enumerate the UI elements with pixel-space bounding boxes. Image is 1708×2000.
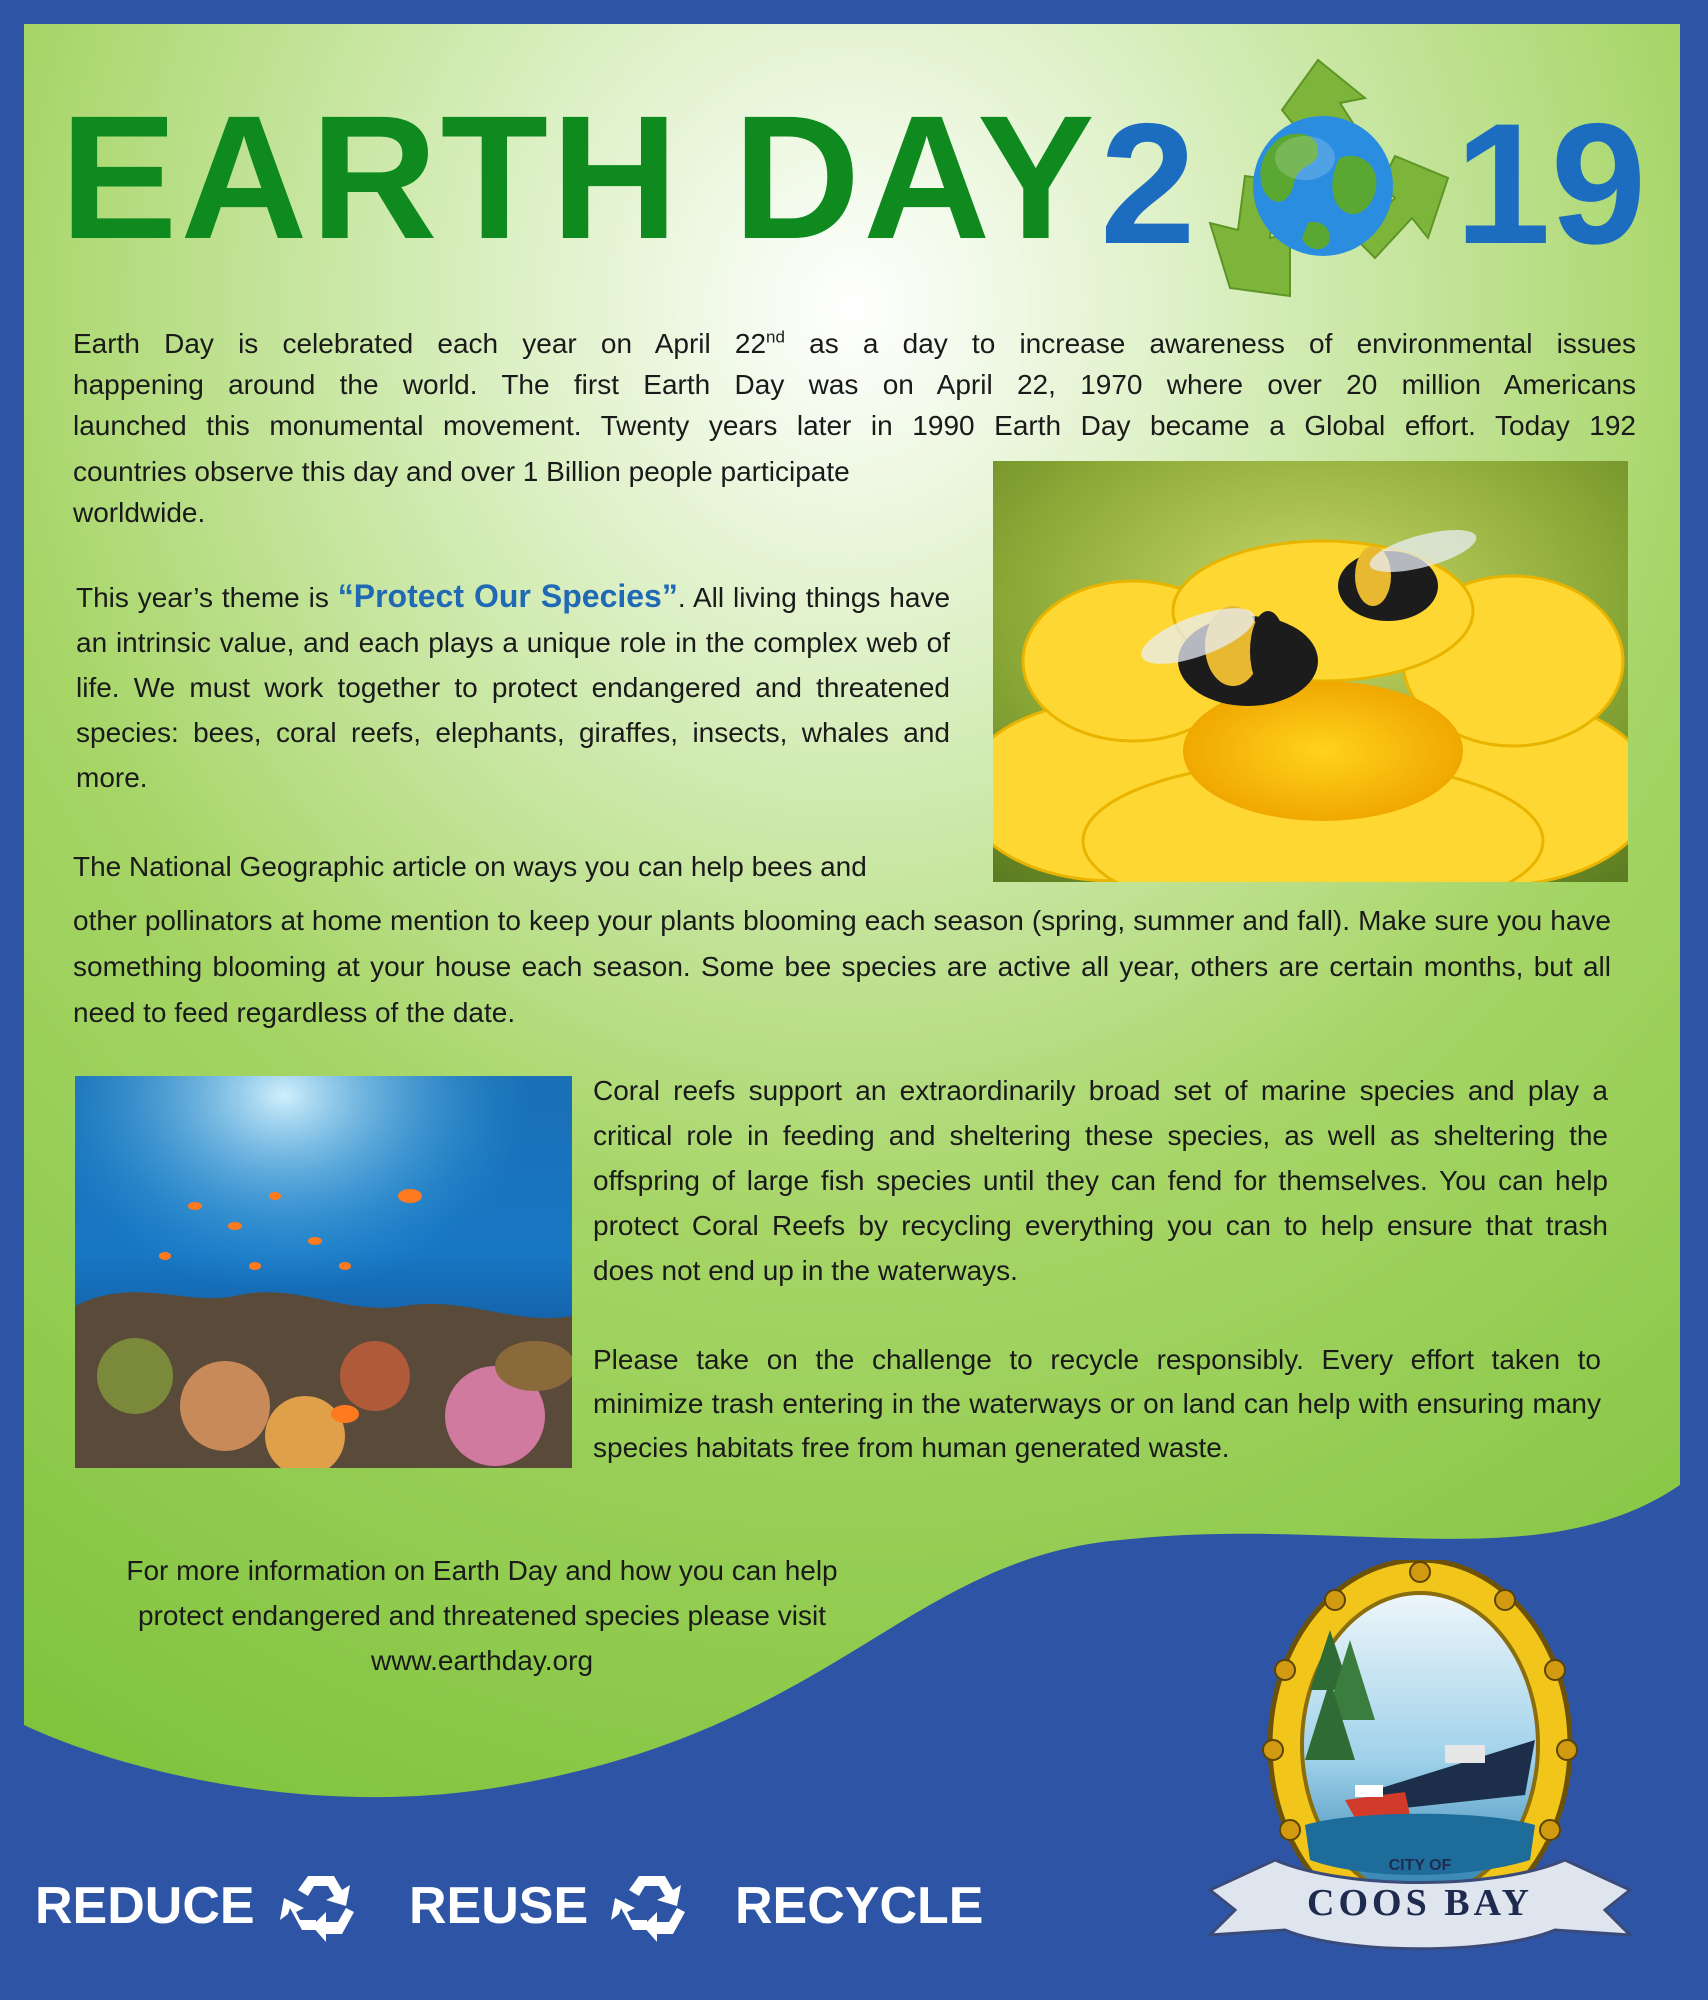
- website-link[interactable]: www.earthday.org: [370, 1645, 594, 1676]
- intro-line-5: worldwide.: [73, 497, 206, 528]
- intro-paragraph: [73, 323, 1636, 446]
- recycle-label: RECYCLE: [735, 1877, 984, 1935]
- seal-name: COOS BAY: [1307, 1882, 1533, 1924]
- coral-reef-photo: [75, 1076, 572, 1468]
- challenge-paragraph: Please take on the challenge to recycle responsibly. Every effort taken to minimize trash entering in the waterways or on land can help with ensuring many species habitats free from human generated waste.: [593, 1344, 1601, 1463]
- recycle-globe-icon: [1190, 58, 1455, 303]
- recycle-icon: [609, 1868, 695, 1944]
- reduce-label: REDUCE: [35, 1877, 255, 1935]
- recycle-icon: [278, 1868, 364, 1944]
- intro-line-3: launched this monumental movement. Twenty years later in 1990 Earth Day became a Global effort. Today 192: [73, 410, 1636, 441]
- year-digit-2: 2: [1100, 88, 1196, 280]
- more-info: For more information on Earth Day and how you can help protect endangered and threatened species please visit www.earthday.org: [72, 1548, 892, 1683]
- bees-paragraph: other pollinators at home mention to keep your plants blooming each season (spring, summer and fall). Make sure you have something blooming at your house each season. Some bee species are active all year, others are certain months, but all need to feed regardless of the date.: [73, 905, 1611, 1028]
- coral-paragraph: Coral reefs support an extraordinarily broad set of marine species and play a critical role in feeding and sheltering these species, as well as sheltering the offspring of large fish species until they can fend for themselves. You can help protect Coral Reefs by recycling everything you can to help ensure that trash does not end up in the waterways.: [593, 1075, 1608, 1286]
- page-title: EARTH DAY: [60, 80, 1098, 276]
- intro-line-2: happening around the world. The first Earth Day was on April 22, 1970 where over 20 million Americans: [73, 369, 1636, 400]
- reuse-label: REUSE: [409, 1877, 589, 1935]
- seal-city-of: CITY OF: [1388, 1857, 1452, 1874]
- theme-name: “Protect Our Species”: [337, 578, 678, 614]
- bees-paragraph-start: The National Geographic article on ways you can help bees and: [73, 851, 867, 882]
- coos-bay-city-seal: [1205, 1560, 1645, 1960]
- year-digits-19: 19: [1455, 88, 1647, 280]
- intro-line-1: Earth Day is celebrated each year on April 22nd as a day to increase awareness of environmental issues: [73, 327, 1636, 359]
- theme-paragraph: This year’s theme is “Protect Our Species”. All living things have an intrinsic value, and each plays a unique role in the complex web of life. We must work together to protect endangered and threatened species: bees, coral reefs, elephants, giraffes, insects, whales and more.: [76, 578, 951, 793]
- intro-paragraph-end: [73, 451, 963, 533]
- bee-photo: [993, 461, 1628, 882]
- intro-line-4: countries observe this day and over 1 Billion people participate: [73, 456, 850, 487]
